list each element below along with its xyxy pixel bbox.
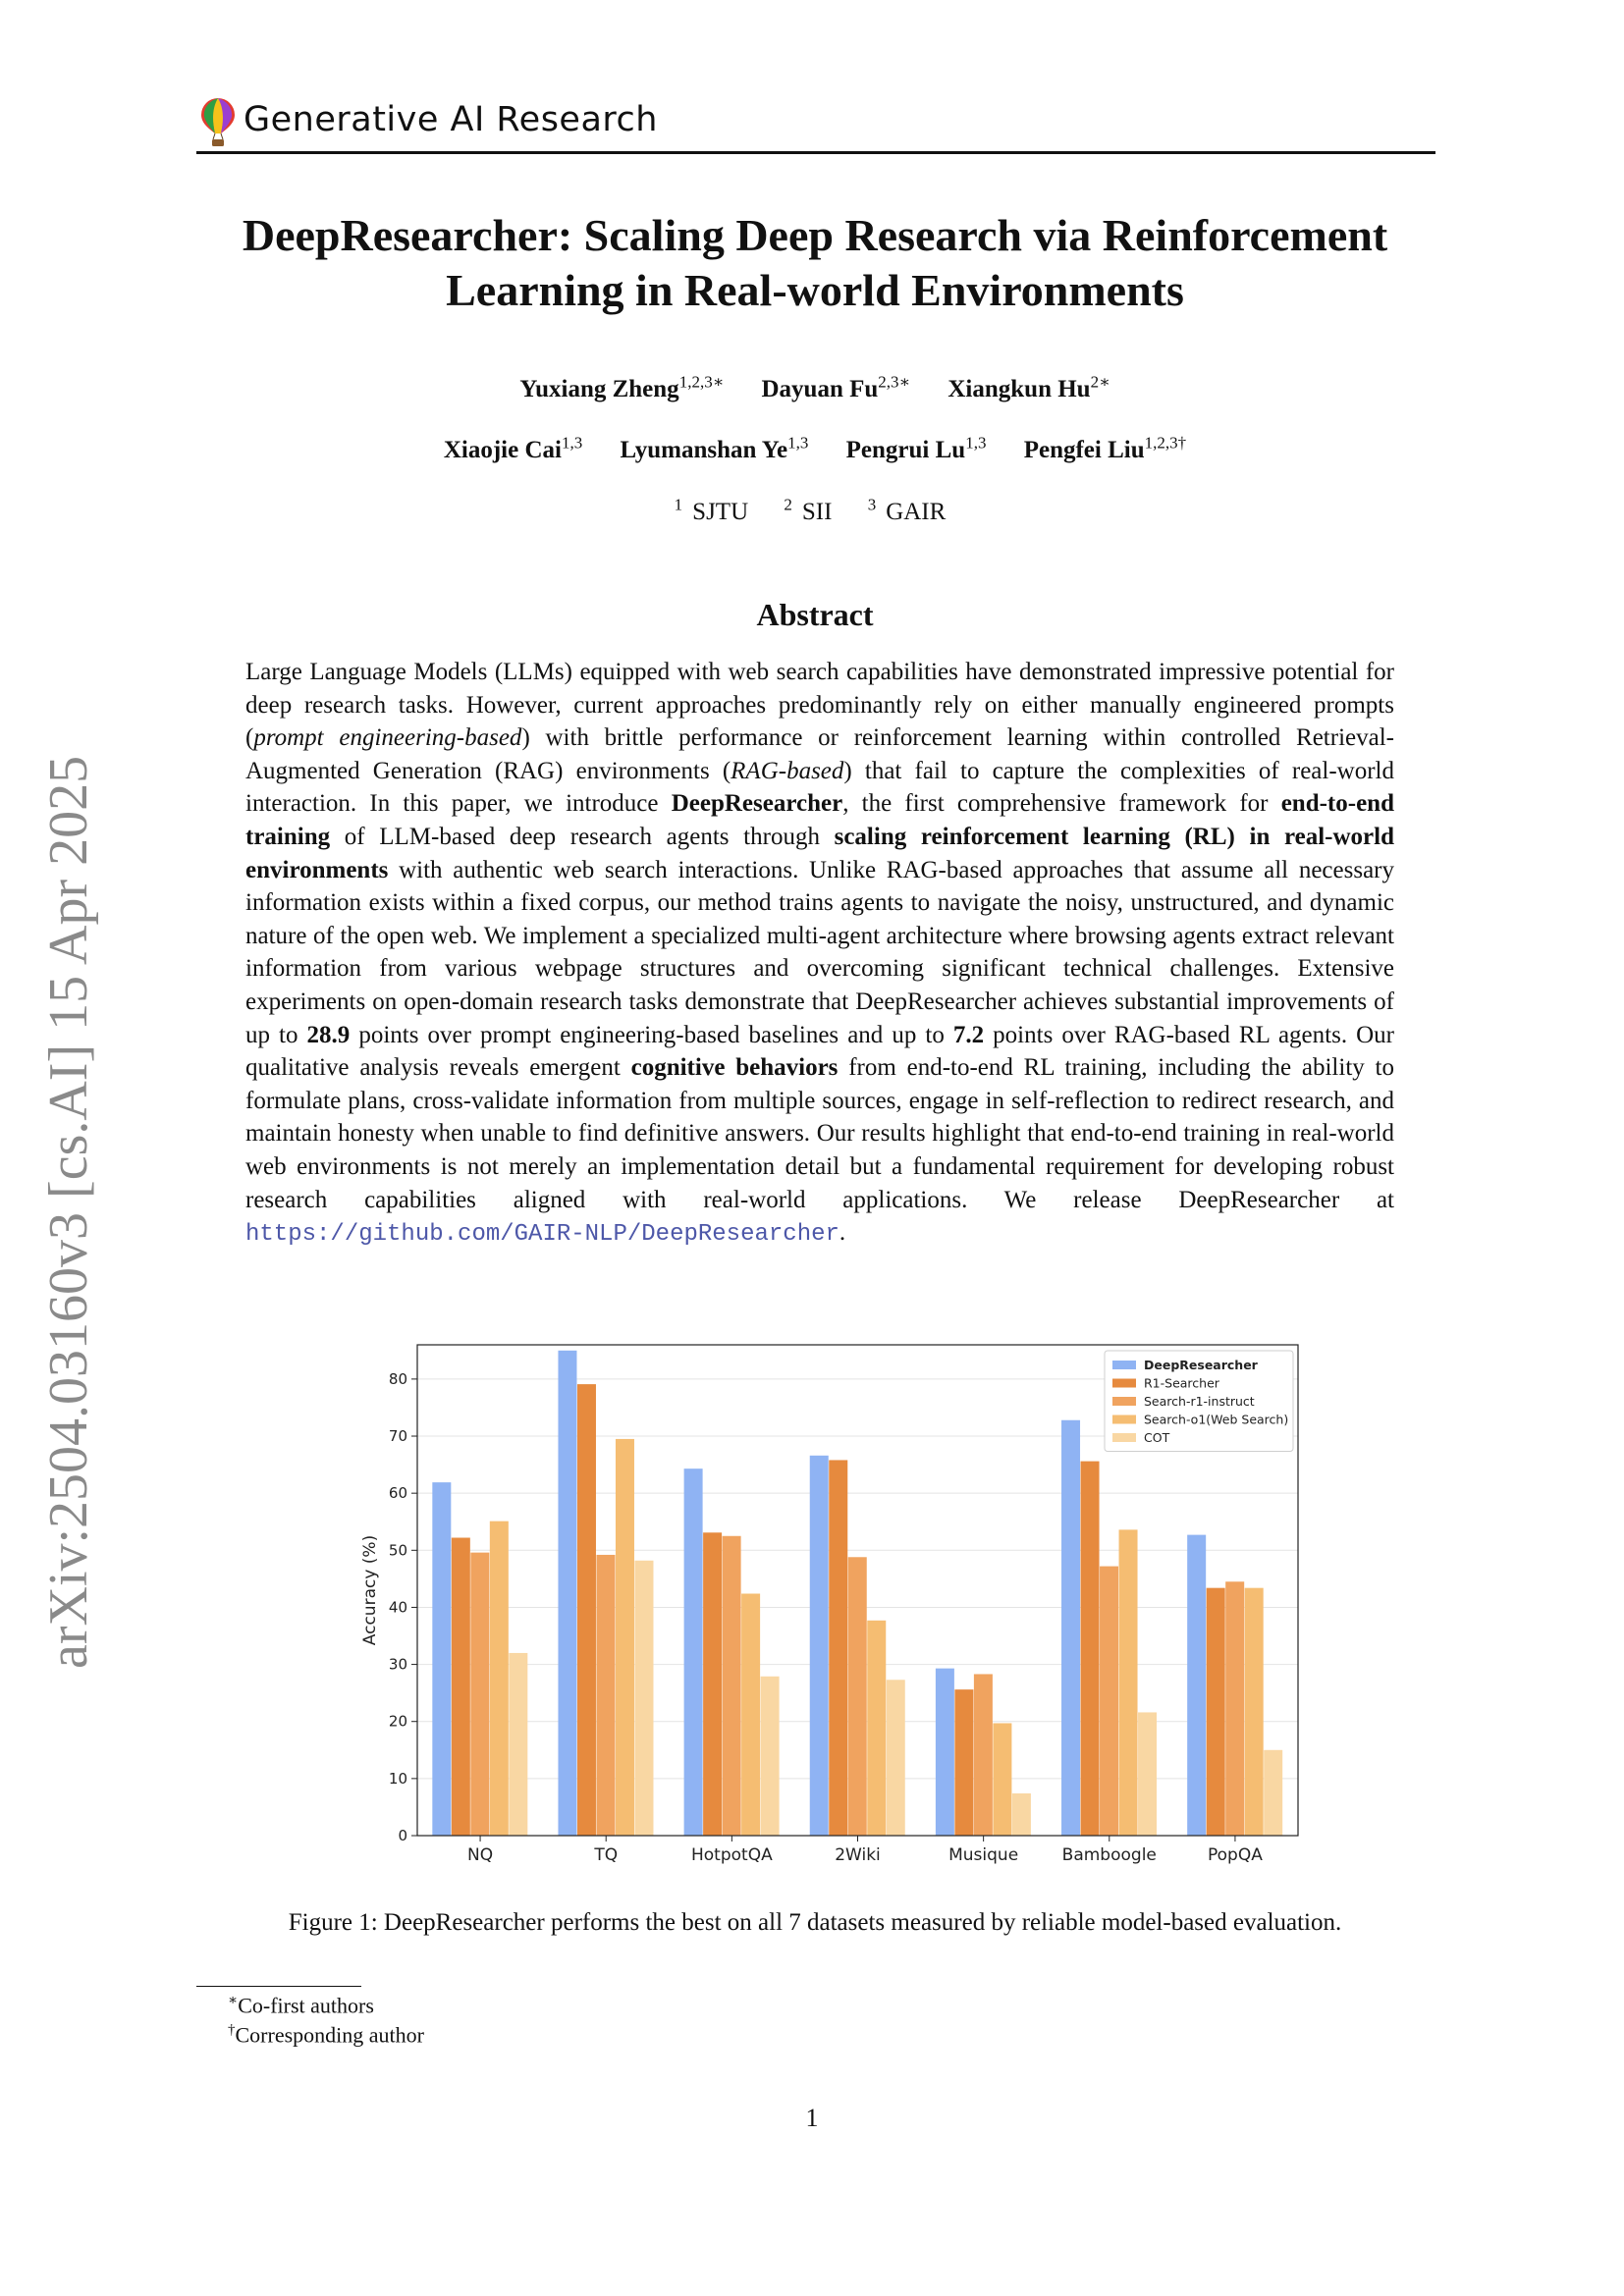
legend-label: DeepResearcher [1144,1358,1258,1372]
bar [1081,1462,1100,1836]
bar [829,1460,847,1836]
bar [954,1689,973,1836]
bar [848,1557,867,1836]
header-title: Generative AI Research [244,100,658,139]
affiliation: $^3$ GAIR [867,496,947,526]
bar [1207,1588,1225,1836]
x-tick-label: HotpotQA [690,1845,773,1865]
page-header [196,94,1435,154]
y-tick-label: 60 [388,1484,407,1503]
author-list-row-1 [147,373,1483,403]
legend-swatch [1112,1415,1136,1424]
bar [703,1532,722,1836]
bar [470,1553,489,1836]
bar [936,1669,954,1836]
paper-title-line-2: Learning in Real-world Environments [446,265,1184,315]
legend-label: Search-o1(Web Search) [1144,1412,1289,1427]
abstract-text: Large Language Models (LLMs) equipped with web search capabilities have demonstrated impressive potential for deep research tasks. However, current approaches predominantly rely on either manually engineered prompts (prompt engineering-based) with brittle performance or reinforcement learning within controlled Retrieval-Augmented Generation (RAG) environments (RAG-based) that fail to capture the complexities of real-world interaction. In this paper, we introduce DeepResearcher, the first comprehensive framework for end-to-end training of LLM-based deep research agents through scaling reinforcement learning (RL) in real-world environments with authentic web search interactions. Unlike RAG-based approaches that assume all necessary information exists within a fixed corpus, our method trains agents to navigate the noisy, unstructured, and dynamic nature of the open web. We implement a specialized multi-agent architecture where browsing agents extract relevant information from various webpage structures and overcoming significant technical challenges. Extensive experiments on open-domain research tasks demonstrate that DeepResearcher achieves substantial improvements of up to 28.9 points over prompt engineering-based baselines and up to 7.2 points over RAG-based RL agents. Our qualitative analysis reveals emergent cognitive behaviors from end-to-end RL training, including the ability to formulate plans, cross-validate information from multiple sources, engage in self-reflection to redirect research, and maintain honesty when unable to find definitive answers. Our results highlight that end-to-end training in real-world web environments is not merely an implementation detail but a fundamental requirement for developing robust research capabilities aligned with real-world applications. We release DeepResearcher at https://github.com/GAIR-NLP/DeepResearcher. [245,659,1395,1249]
abstract-heading: Abstract [756,597,874,632]
bar [616,1439,634,1836]
affiliation: $^2$ SII [784,496,833,526]
footnote: †Corresponding author [228,2022,424,2048]
legend-swatch [1112,1361,1136,1369]
author: Pengrui Lu$^{1,3}$ [845,434,987,464]
bar [1119,1529,1138,1836]
y-tick-label: 80 [388,1369,407,1388]
bar [558,1351,576,1836]
author: Xiangkun $Hu^{2∗}$ [947,373,1110,403]
legend-label: Search-r1-instruct [1144,1394,1255,1409]
bar [509,1653,527,1836]
footnote: ∗Co-first authors [228,1993,374,2018]
bar [596,1555,615,1836]
x-tick-label: TQ [594,1845,619,1865]
y-tick-label: 50 [388,1541,407,1560]
github-link[interactable]: https://github.com/GAIR-NLP/DeepResearcher [245,1221,839,1249]
bar [1061,1420,1080,1836]
bar [1138,1712,1157,1836]
author: Pengfei Liu$^{1,2,3\dagger}$ [1023,434,1187,464]
x-tick-label: 2Wiki [835,1845,881,1865]
y-tick-label: 20 [388,1712,407,1731]
bar [432,1482,451,1836]
author: Yuxiang Zheng$^{1,2,3∗}$ [519,373,725,403]
author: Lyumanshan Ye$^{1,3}$ [620,434,809,464]
arxiv-identifier: arXiv:2504.03160v3 [cs.AI] 15 Apr 2025 [38,755,99,1669]
bar [1012,1793,1031,1836]
x-tick-label: Musique [948,1845,1019,1865]
bar [634,1561,653,1836]
x-tick-label: PopQA [1207,1845,1263,1865]
legend-swatch [1112,1379,1136,1388]
bar [1245,1588,1264,1836]
bar [1100,1567,1118,1836]
bar [684,1468,703,1836]
chart-legend [1105,1351,1293,1452]
author-list-row-2 [147,434,1483,464]
footnote-divider [196,1986,361,1987]
author: Dayuan $Fu^{2,3∗}$ [761,373,911,403]
balloon-logo-icon [196,96,240,147]
bar [887,1680,905,1836]
legend-label: R1-Searcher [1144,1375,1219,1391]
accuracy-bar-chart [353,1330,1316,1880]
bar [993,1723,1011,1836]
y-tick-label: 70 [388,1427,407,1446]
bar [452,1538,470,1836]
affiliation: $^1$ SJTU [674,496,749,526]
page-number: 1 [805,2104,819,2132]
y-axis-label: Accuracy (%) [360,1534,380,1646]
x-tick-label: NQ [467,1845,494,1865]
y-tick-label: 0 [398,1827,407,1844]
paper-title [147,208,1483,318]
bar [974,1674,993,1836]
bar [810,1456,829,1836]
bar [867,1621,886,1836]
bar [723,1536,741,1836]
bar [761,1677,780,1836]
bar [1225,1581,1244,1836]
paper-title-line-1: DeepResearcher: Scaling Deep Research via Reinforcement [242,210,1388,260]
y-tick-label: 30 [388,1655,407,1674]
bar [1264,1750,1282,1836]
figure-caption: Figure 1: DeepResearcher performs the best on all 7 datasets measured by reliable model-based evaluation. [288,1909,1342,1936]
legend-swatch [1112,1397,1136,1406]
x-tick-label: Bamboogle [1061,1845,1157,1865]
legend-swatch [1112,1433,1136,1442]
bar [490,1522,509,1836]
bar [577,1384,596,1836]
legend-label: COT [1144,1430,1170,1445]
author: Xiaojie Cai$^{1,3}$ [443,434,583,464]
y-tick-label: 40 [388,1598,407,1617]
bar [1187,1535,1206,1836]
y-tick-label: 10 [388,1769,407,1788]
bar [741,1593,760,1836]
affiliations [147,496,1483,526]
